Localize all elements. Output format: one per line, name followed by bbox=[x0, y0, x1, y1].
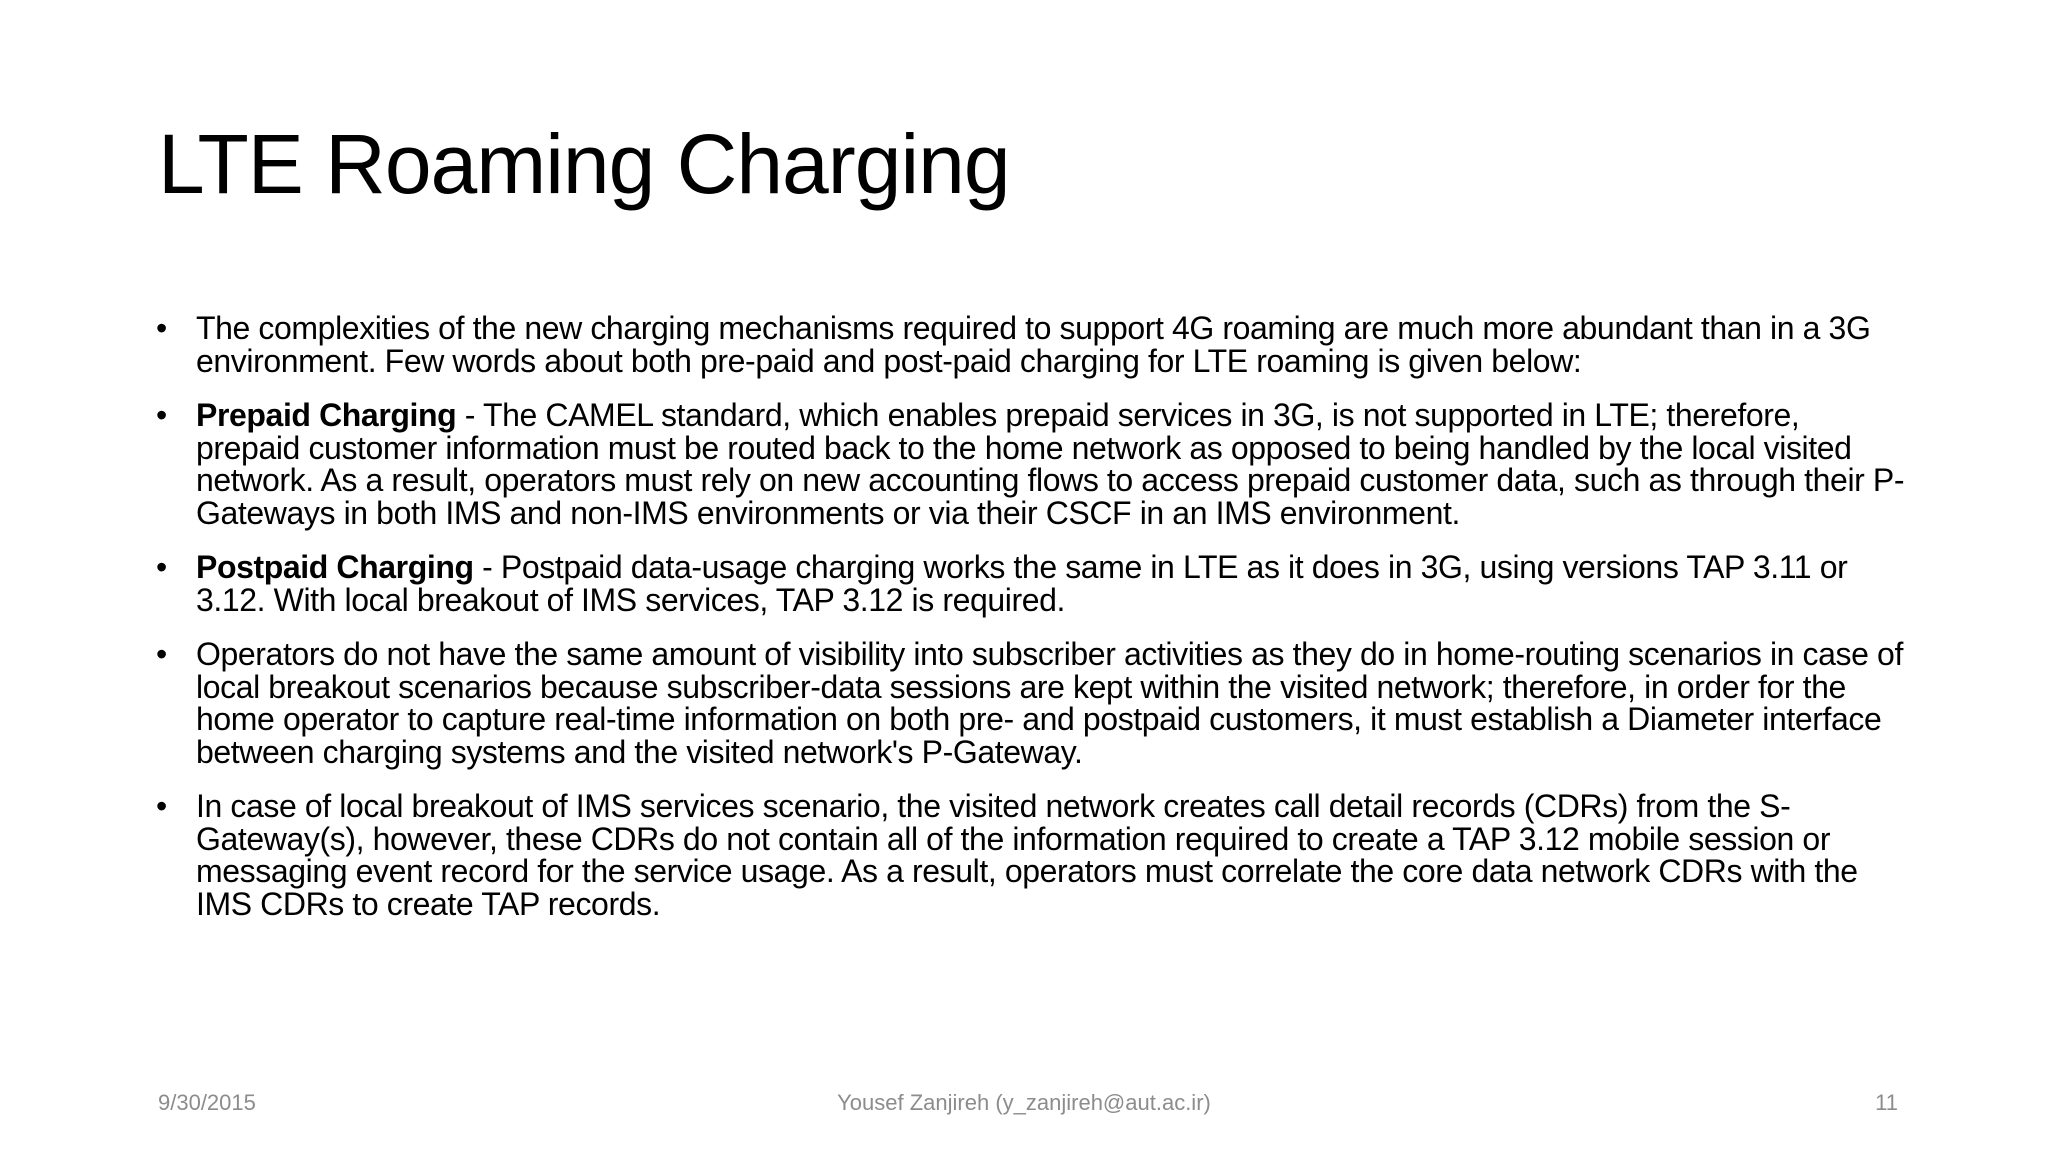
bullet-bold-label: Prepaid Charging bbox=[196, 397, 457, 433]
bullet-text: In case of local breakout of IMS services scenario, the visited network creates call detail records (CDRs) from the S-Gateway(s), however, these CDRs do not contain all of the information required to create a TAP 3.12 mobile session or messaging event record for the service usage. As a result, operators must correlate the core data network CDRs with the IMS CDRs to create TAP records. bbox=[196, 788, 1858, 922]
footer-date: 9/30/2015 bbox=[158, 1090, 256, 1115]
bullet-symbol: • bbox=[156, 397, 167, 433]
bullet-item bbox=[150, 312, 1910, 377]
footer-author: Yousef Zanjireh (y_zanjireh@aut.ac.ir) bbox=[837, 1090, 1211, 1115]
bullet-symbol: • bbox=[156, 549, 167, 585]
bullet-symbol: • bbox=[156, 310, 167, 346]
bullet-text: Operators do not have the same amount of visibility into subscriber activities as they do in home-routing scenarios in case of local breakout scenarios because subscriber-data sessions are kept within the visited network; therefore, in order for the home operator to capture real-time information on both pre- and postpaid customers, it must establish a Diameter interface between charging systems and the visited network's P-Gateway. bbox=[196, 636, 1903, 770]
bullet-item bbox=[150, 551, 1910, 616]
bullet-list bbox=[150, 312, 1910, 942]
bullet-item bbox=[150, 638, 1910, 768]
bullet-text: The complexities of the new charging mechanisms required to support 4G roaming are much more abundant than in a 3G environment. Few words about both pre-paid and post-paid charging for LTE roaming is given below: bbox=[196, 310, 1871, 379]
bullet-text: - The CAMEL standard, which enables prepaid services in 3G, is not supported in LTE; therefore, prepaid customer information must be routed back to the home network as opposed to being handled by the local visited network. As a result, operators must rely on new accounting flows to access prepaid customer data, such as through their P-Gateways in both IMS and non-IMS environments or via their CSCF in an IMS environment. bbox=[196, 397, 1905, 531]
footer-page-number: 11 bbox=[1875, 1090, 1898, 1115]
bullet-item bbox=[150, 399, 1910, 529]
bullet-symbol: • bbox=[156, 788, 167, 824]
slide-title: LTE Roaming Charging bbox=[158, 117, 1010, 211]
bullet-item bbox=[150, 790, 1910, 920]
bullet-bold-label: Postpaid Charging bbox=[196, 549, 474, 585]
bullet-text: - Postpaid data-usage charging works the same in LTE as it does in 3G, using versions TAP 3.11 or 3.12. With local breakout of IMS services, TAP 3.12 is required. bbox=[196, 549, 1848, 618]
bullet-symbol: • bbox=[156, 636, 167, 672]
